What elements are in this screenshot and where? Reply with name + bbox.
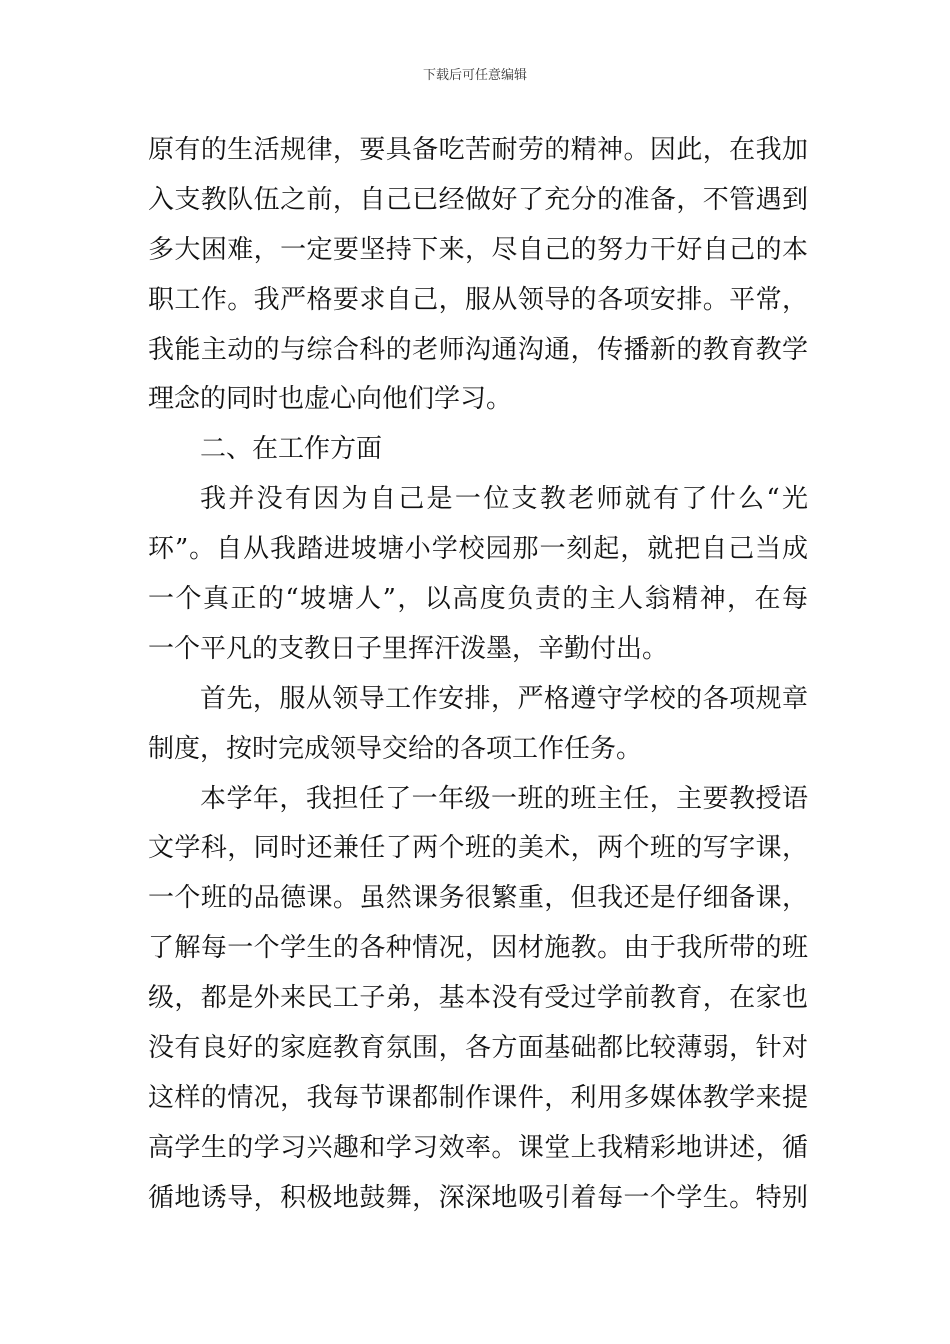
text-line: 二、在工作方面 [200,434,383,465]
text-line: 了解每一个学生的各种情况，因材施教。由于我所带的班 [148,933,808,964]
text-line: 本学年，我担任了一年级一班的班主任，主要教授语 [200,783,808,814]
text-line: 一个平凡的支教日子里挥汗泼墨，辛勤付出。 [148,633,669,664]
text-line: 原有的生活规律，要具备吃苦耐劳的精神。因此，在我加 [148,135,808,165]
text-line: 没有良好的家庭教育氛围，各方面基础都比较薄弱，针对 [148,1033,808,1064]
text-line: 高学生的学习兴趣和学习效率。课堂上我精彩地讲述，循 [148,1132,808,1163]
text-line: 入支教队伍之前，自己已经做好了充分的准备，不管遇到 [148,184,808,215]
document-body [148,126,808,1224]
text-line: 我并没有因为自己是一位支教老师就有了什么“光 [200,484,808,515]
text-line: 循地诱导，积极地鼓舞，深深地吸引着每一个学生。特别 [148,1182,808,1213]
text-line: 首先，服从领导工作安排，严格遵守学校的各项规章 [200,683,808,714]
text-line: 理念的同时也虚心向他们学习。 [148,384,513,415]
text-line: 一个真正的“坡塘人”，以高度负责的主人翁精神，在每 [148,584,808,615]
text-line: 文学科，同时还兼任了两个班的美术，两个班的写字课， [148,833,808,864]
text-line: 职工作。我严格要求自己，服从领导的各项安排。平常， [148,284,808,315]
text-line: 级，都是外来民工子弟，基本没有受过学前教育，在家也 [148,983,808,1014]
text-line: 我能主动的与综合科的老师沟通沟通，传播新的教育教学 [148,334,808,365]
text-line: 制度，按时完成领导交给的各项工作任务。 [148,733,643,764]
text-line: 一个班的品德课。虽然课务很繁重，但我还是仔细备课， [148,883,808,914]
text-line: 多大困难，一定要坚持下来，尽自己的努力干好自己的本 [148,234,808,265]
text-line: 这样的情况，我每节课都制作课件，利用多媒体教学来提 [148,1082,808,1113]
text-line: 环”。自从我踏进坡塘小学校园那一刻起，就把自己当成 [148,534,808,565]
page-header: 下载后可任意编辑 [422,68,527,83]
